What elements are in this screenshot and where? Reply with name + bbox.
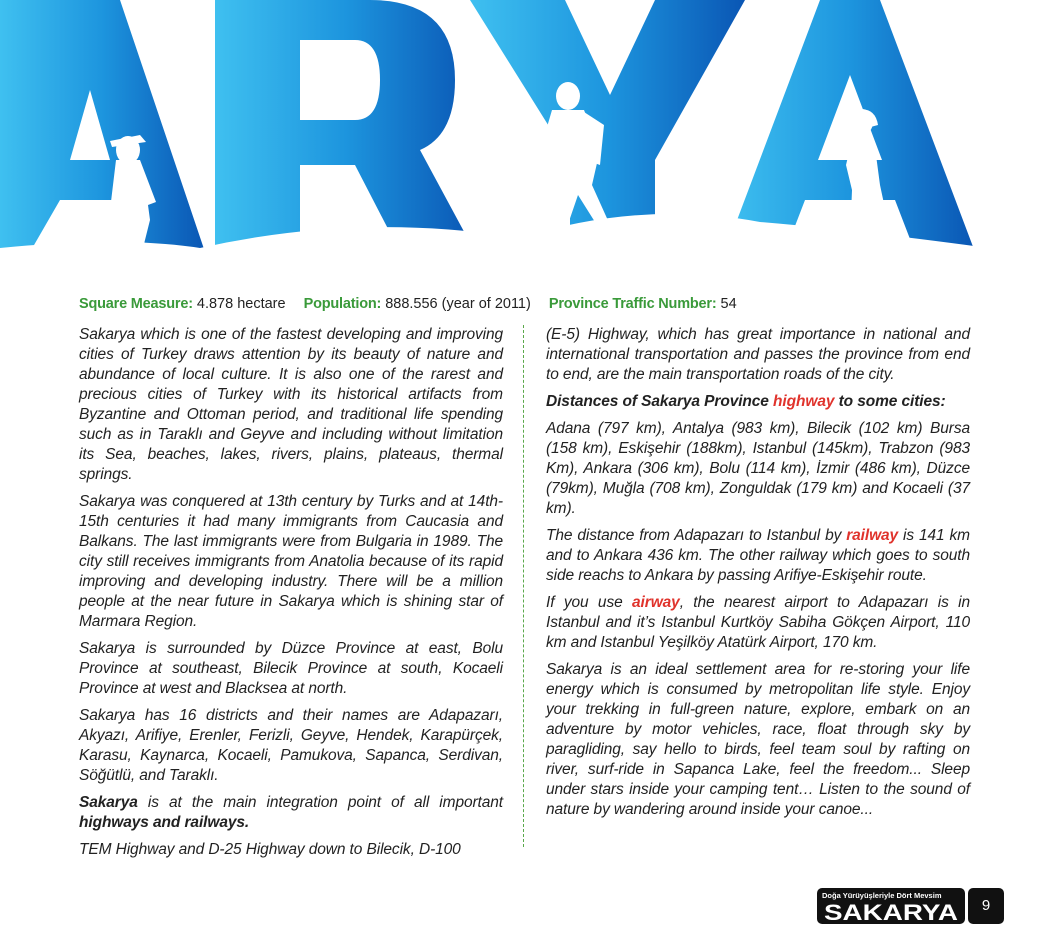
fact-label-traffic-number: Province Traffic Number: [548, 296, 717, 312]
left-column [79, 325, 503, 867]
heading-text-b: to some cities: [834, 393, 946, 410]
railway-text-b: is 141 km and to Ankara 436 km. The other railway which goes to south side reachs to Ankara by passing Arifiye-Eskişehir route. [546, 527, 970, 584]
highlight-railway: railway [846, 527, 899, 544]
bold-highways: highways and railways. [79, 814, 250, 831]
paragraph-districts: Sakarya has 16 districts and their names are Adapazarı, Akyazı, Arifiye, Erenler, Ferizli, Geyve, Hendek, Karapürçek, Karasu, Kaynarca, Kocaeli, Pamukova, Sapanca, Serdivan, Söğütlü, and Taraklı. [79, 707, 503, 784]
paragraph-e5-highway: (E-5) Highway, which has great importance in national and international transportation and passes the province from end to end, are the main transportation roads of the city. [546, 326, 970, 383]
paragraph-distances: Adana (797 km), Antalya (983 km), Bilecik (102 km) Bursa (158 km), Eskişehir (188km), Istanbul (145km), Trabzon (983 Km), Ankara (306 km), Bolu (114 km), İzmir (486 km), Düzce (79km), Muğla (708 km), Zonguldak (179 km) and Kocaeli (37 km). [546, 420, 970, 517]
heading-text-a: Distances of Sakarya Province [546, 393, 774, 410]
sakarya-logo-wordmark [822, 901, 960, 923]
fact-value-square-measure: 4.878 hectare [196, 296, 286, 312]
page-number: 9 [968, 888, 1004, 924]
sakarya-wordmark-graphic [0, 0, 1060, 262]
paragraph-airway [546, 593, 970, 653]
right-column [546, 325, 970, 827]
paragraph-activities: Sakarya is an ideal settlement area for re-storing your life energy which is consumed by metropolitan life style. Enjoy your trekking in full-green nature, explore, embark on an adventure by motor vehicles, race, float through sky by paragliding, say hello to birds, feel team soul by rafting on river, surf-ride in Sapanca Lake, feel the freedom... Sleep under stars inside your camping tent… Listen to the sound of nature by wandering around inside your canoe... [546, 661, 970, 818]
paragraph-intro: Sakarya which is one of the fastest developing and improving cities of Turkey draws attention by its beauty of nature and abundance of local culture. It is also one of the rarest and precious cities of Turkey with its historical artifacts from Byzantine and Ottoman period, and traditional life spending such as in Taraklı and Geyve and including without limitation its Sea, beaches, lakes, rivers, plains, plateaus, thermal springs. [79, 326, 503, 483]
province-facts [79, 295, 1009, 313]
highlight-airway: airway [632, 594, 680, 611]
footer-tagline: Doğa Yürüyüşleriyle Dört Mevsim [822, 891, 942, 900]
fact-value-traffic-number: 54 [720, 296, 737, 312]
paragraph-railway [546, 526, 970, 586]
paragraph-borders: Sakarya is surrounded by Düzce Province at east, Bolu Province at southeast, Bilecik Province at south, Kocaeli Province at west and Blacksea at north. [79, 640, 503, 697]
integration-text: is at the main integration point of all important [137, 794, 503, 811]
paragraph-history: Sakarya was conquered at 13th century by Turks and at 14th-15th centuries it had many immigrants from Caucasia and Balkans. The last immigrants were from Bulgaria in 1989. The city still receives immigrants from Anatolia because of its rapid improving and developing industry. There will be a million people at the near future in Sakarya which is shining star of Marmara Region. [79, 493, 503, 630]
fact-label-population: Population: [303, 296, 382, 312]
bold-sakarya: Sakarya [79, 794, 138, 811]
airway-text-b: , the nearest airport to Adapazarı is in Istanbul and it’s Istanbul Kurtköy Sabiha Gökçen Airport, 110 km and Istanbul Yeşilköy Atatürk Airport, 170 km. [546, 594, 970, 651]
logo-text: SAKARYA [824, 901, 959, 923]
paragraph-integration [79, 793, 503, 833]
column-divider [523, 325, 524, 847]
fact-label-square-measure: Square Measure: [79, 296, 193, 312]
hero-banner [0, 0, 1060, 262]
distances-heading [546, 392, 970, 412]
railway-text-a: The distance from Adapazarı to Istanbul by [546, 527, 847, 544]
airway-text-a: If you use [546, 594, 633, 611]
highlight-highway: highway [773, 393, 835, 410]
paragraph-tem-highway: TEM Highway and D-25 Highway down to Bilecik, D-100 [79, 841, 461, 858]
footer-logo [817, 888, 965, 924]
fact-value-population: 888.556 (year of 2011) [385, 296, 531, 312]
